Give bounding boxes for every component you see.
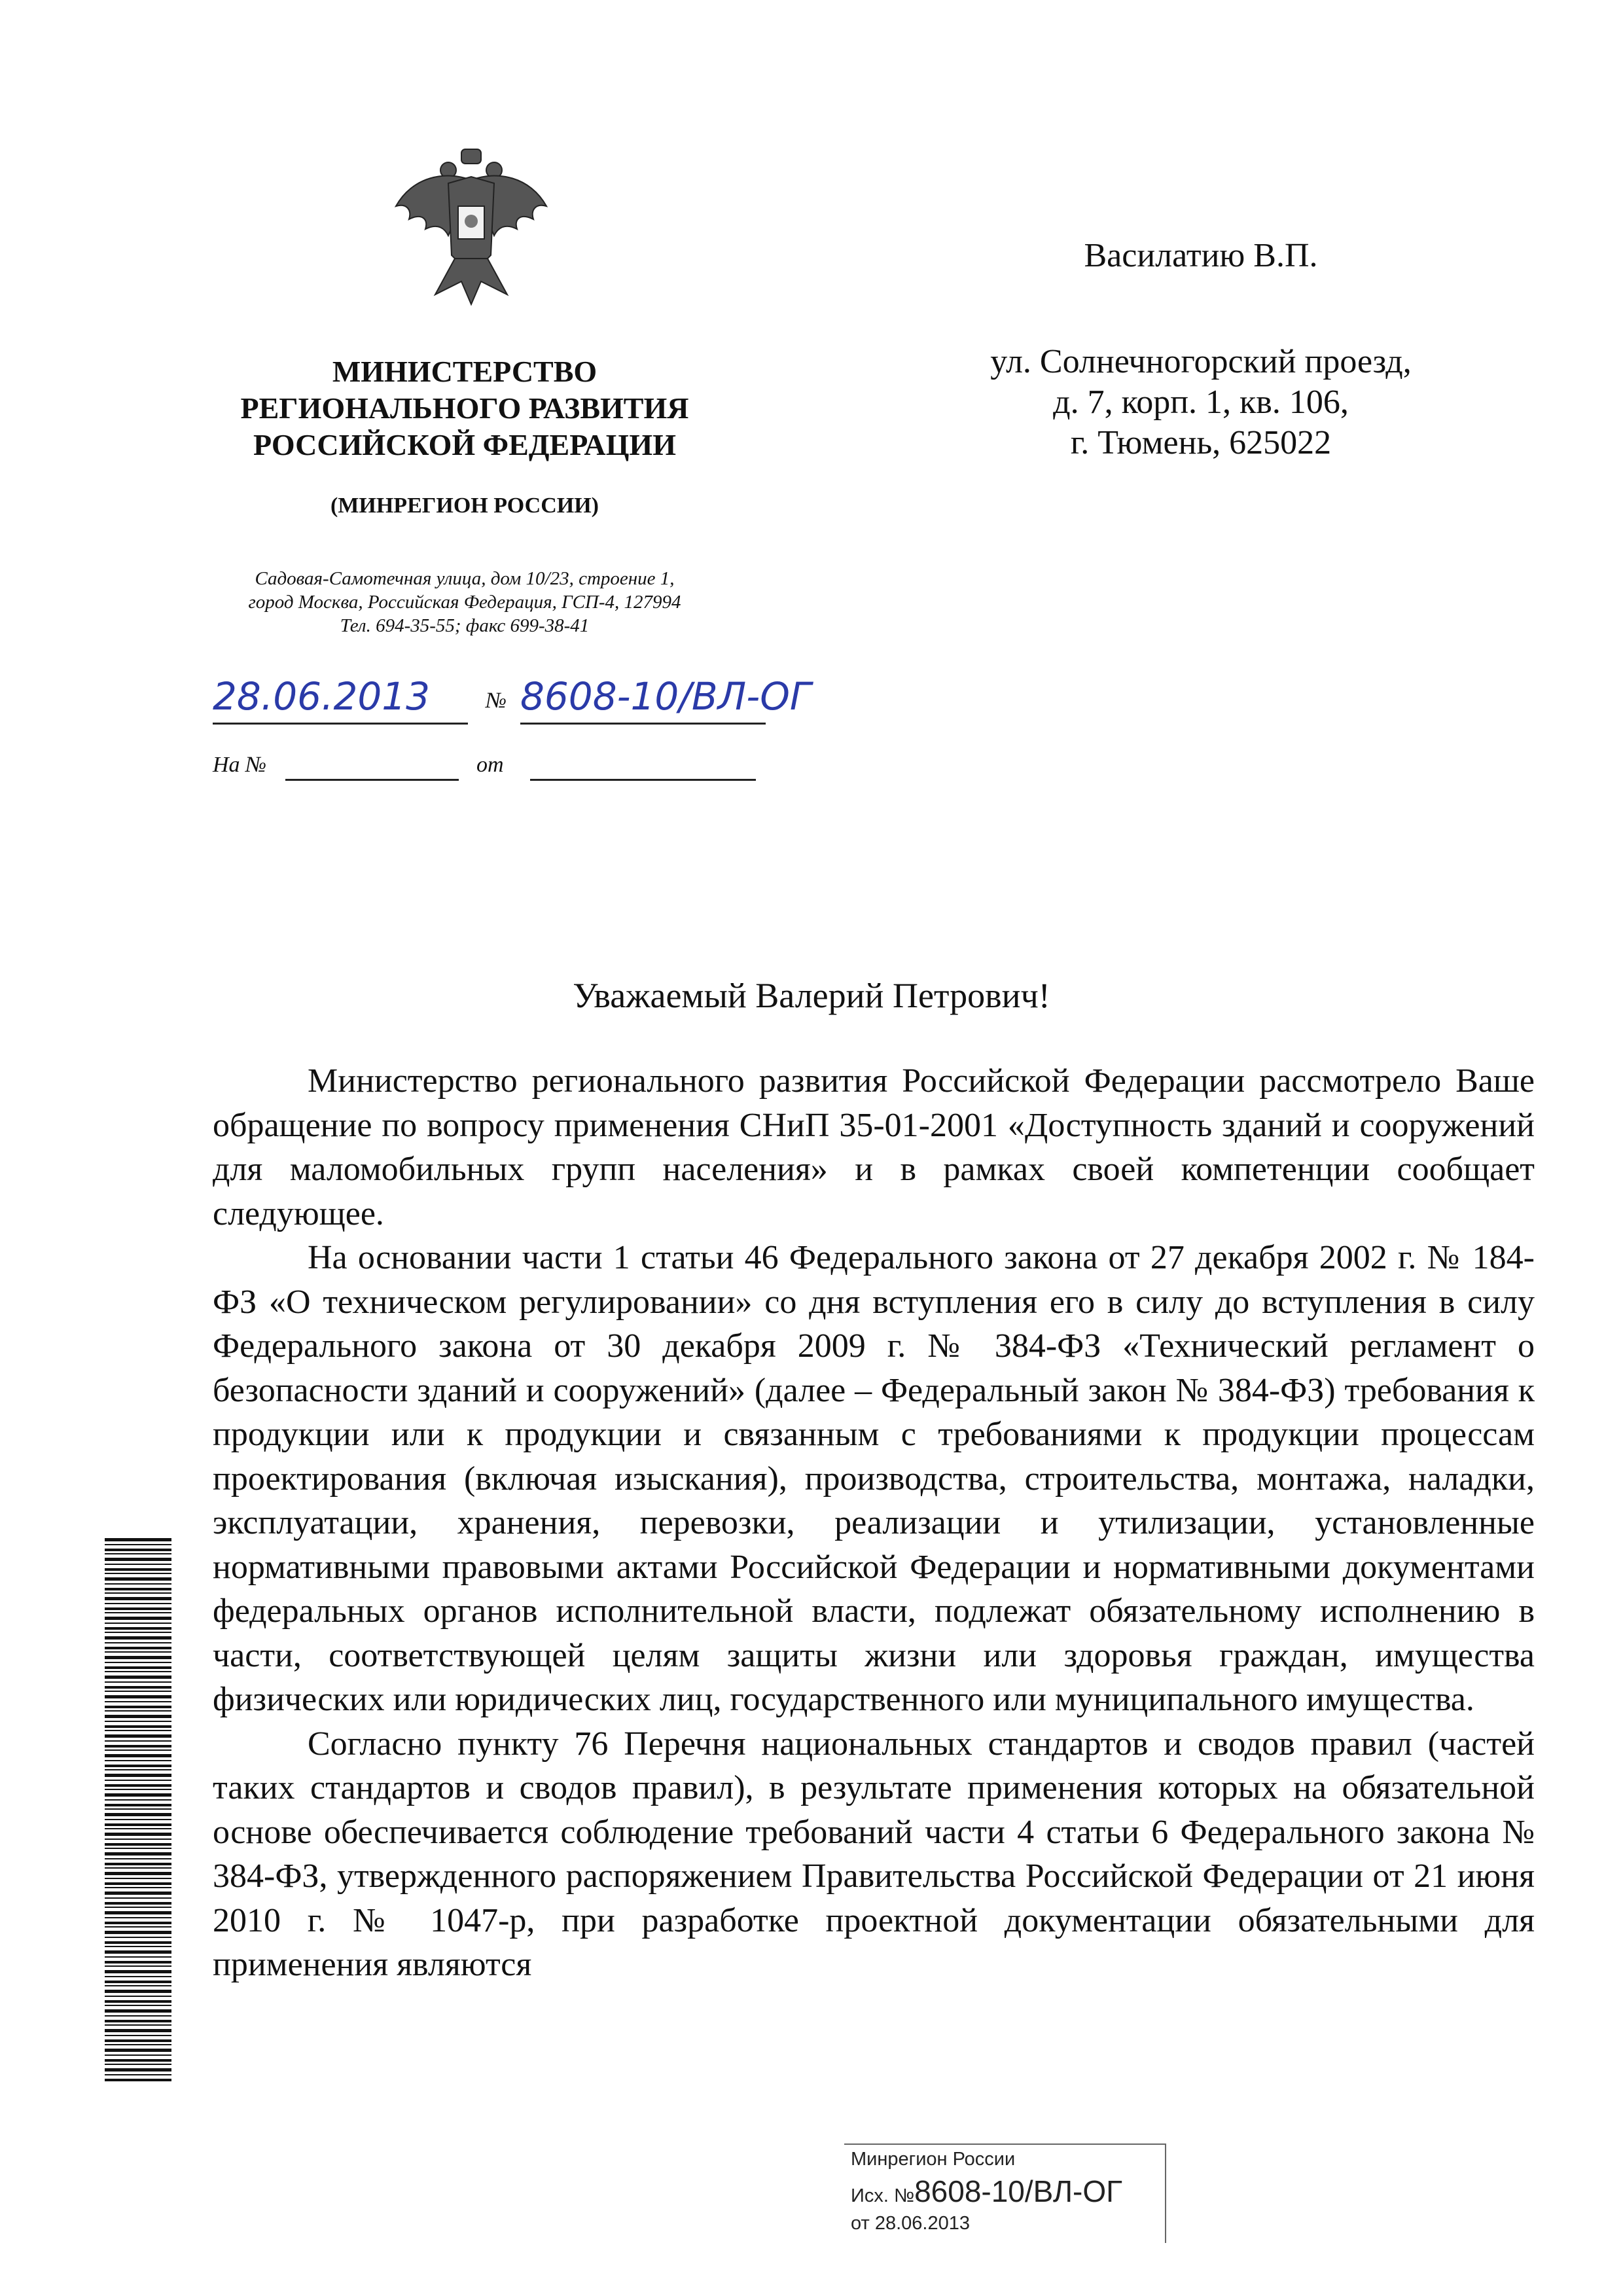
recipient-address-line: г. Тюмень, 625022 (1070, 424, 1332, 461)
stamp-date: от 28.06.2013 (851, 2213, 970, 2234)
recipient-address-line: д. 7, корп. 1, кв. 106, (1053, 384, 1349, 421)
stamp-outgoing-prefix: Исх. № (851, 2185, 915, 2206)
reference-date-blank (530, 779, 756, 781)
greeting: Уважаемый Валерий Петрович! (573, 976, 1050, 1015)
recipient-address-line: ул. Солнечногорский проезд, (990, 343, 1412, 380)
paragraph: На основании части 1 статьи 46 Федерального закона от 27 декабря 2002 г. № 184-ФЗ «О техническом регулировании» со дня вступления его в силу до вступления в силу Федерального закона от 30 декабря 2009 г. № 384-ФЗ «Технический регламент о безопасности зданий и сооружений» (далее – Федеральный закон № 384-ФЗ) требования к продукции или к продукции и связанным с требованиями к продукции процессам проектирования (включая изыскания), производства, строительства, монтажа, наладки, эксплуатации, хранения, перевозки, реализации и утилизации, установленные нормативными правовыми актами Российской Федерации и нормативными документами федеральных органов исполнительной власти, подлежат обязательному исполнению в части, соответствующей целям защиты жизни или здоровья граждан, имущества физических или юридических лиц, государственного или муниципального имущества. (213, 1239, 1535, 1718)
letter-body (213, 1059, 1535, 1987)
reference-date-label: от (476, 753, 504, 777)
registration-number-label: № (486, 689, 507, 713)
paragraph: Министерство регионального развития Российской Федерации рассмотрело Ваше обращение по вопросу применения СНиП 35-01-2001 «Доступность зданий и сооружений для маломобильных групп населения» и в рамках своей компетенции сообщает следующее. (213, 1062, 1535, 1232)
registration-number: 8608-10/ВЛ-ОГ (520, 674, 766, 725)
recipient-block (870, 236, 1531, 463)
organization-name (164, 353, 766, 463)
coat-of-arms-icon (383, 144, 560, 308)
stamp-org: Минрегион России (851, 2149, 1016, 2170)
organization-address-line: Тел. 694-35-55; факс 699-38-41 (340, 615, 590, 636)
recipient-name: Василатию В.П. (1084, 237, 1318, 274)
reference-number-label: На № (213, 753, 267, 777)
stamp-outgoing (851, 2174, 1122, 2209)
organization-short-name: (МИНРЕГИОН РОССИИ) (330, 493, 599, 518)
organization-name-line: РОССИЙСКОЙ ФЕДЕРАЦИИ (253, 428, 676, 461)
barcode-icon (105, 1538, 171, 2081)
organization-address-line: город Москва, Российская Федерация, ГСП-4, 127994 (248, 592, 681, 613)
registration-stamp (844, 2144, 1166, 2243)
organization-address-line: Садовая-Самотечная улица, дом 10/23, строение 1, (255, 568, 675, 589)
paragraph: Согласно пункту 76 Перечня национальных стандартов и сводов правил (частей таких стандартов и сводов правил), в результате применения которых на обязательной основе обеспечивается соблюдение требований части 4 статьи 6 Федерального закона № 384-ФЗ, утвержденного распоряжением Правительства Российской Федерации от 21 июня 2010 г. № 1047-р, при разработке проектной документации обязательными для применения являются (213, 1725, 1535, 1983)
organization-address (164, 567, 766, 637)
organization-name-line: МИНИСТЕРСТВО (332, 355, 597, 388)
stamp-outgoing-number: 8608-10/ВЛ-ОГ (914, 2174, 1123, 2208)
organization-name-line: РЕГИОНАЛЬНОГО РАЗВИТИЯ (240, 391, 689, 425)
registration-date: 28.06.2013 (213, 674, 468, 725)
reference-number-blank (285, 779, 459, 781)
